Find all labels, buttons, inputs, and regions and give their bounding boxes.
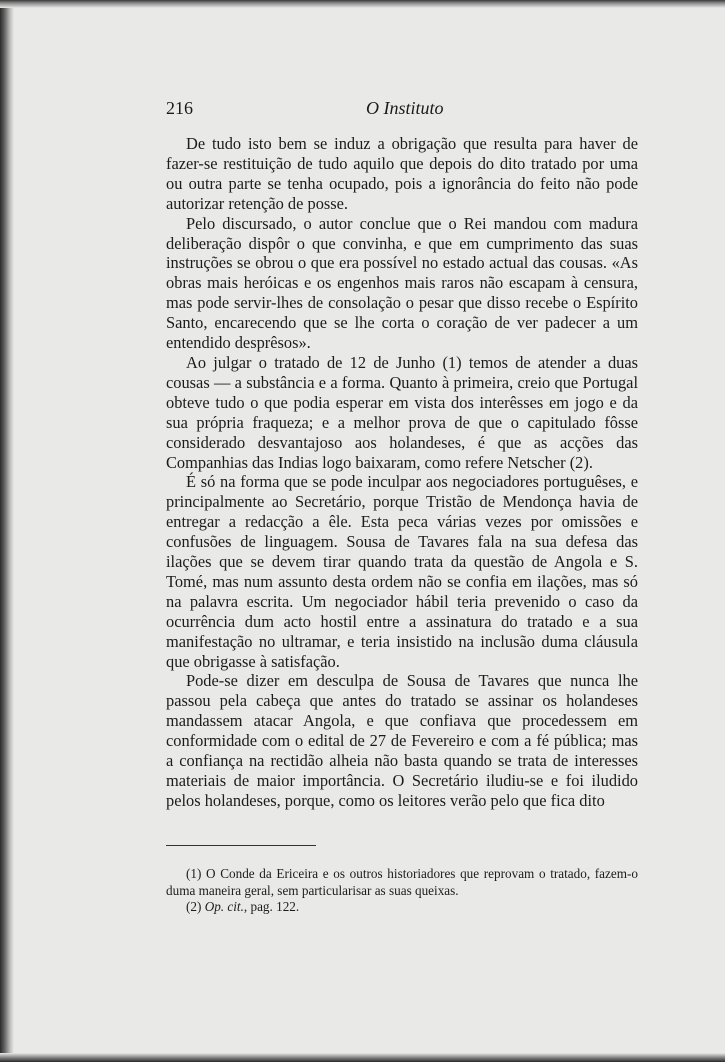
paragraph: De tudo isto bem se induz a obrigação que resulta para haver de fazer-se restituição de tudo aquilo que depois do dito tratado por uma ou outra parte se tenha ocupado, pois a ignorância do feito não pode autorizar retenção de posse. bbox=[166, 134, 638, 213]
paragraph: Pode-se dizer em desculpa de Sousa de Tavares que nunca lhe passou pela cabeça que antes do tratado se assinar os holandeses mandassem atacar Angola, e que confiava que procedessem em conformidade com o edital de 27 de Fevereiro e com a fé pública; mas a confiança na rectidão alheia não basta quando se trata de interesses materiais de maior importância. O Secretário iludiu-se e foi iludido pelos holandeses, porque, como os leitores verão pelo que fica dito bbox=[166, 671, 638, 810]
body-text bbox=[166, 134, 638, 811]
running-header bbox=[166, 98, 638, 122]
page-number: 216 bbox=[166, 98, 193, 118]
footnote-2-citation: Op. cit. bbox=[204, 899, 244, 914]
page-edge-shadow-left bbox=[0, 0, 14, 1062]
footnote-2-prefix: (2) bbox=[186, 899, 205, 914]
footnote-2-suffix: , pag. 122. bbox=[243, 899, 300, 914]
paragraph: Ao julgar o tratado de 12 de Junho (1) temos de atender a duas cousas — a substância e a forma. Quanto à primeira, creio que Portugal obteve tudo o que podia esperar em vista dos interêsses em jogo e da sua própria fraqueza; e a melhor prova de que o capitulado fôsse considerado desvantajoso aos holandeses, é que as acções das Companhias das Indias logo baixaram, como refere Netscher (2). bbox=[166, 352, 638, 472]
footnote-separator bbox=[166, 845, 316, 846]
running-title: O Instituto bbox=[366, 98, 444, 118]
footnote-2 bbox=[166, 899, 638, 916]
paragraph: Pelo discursado, o autor conclue que o Rei mandou com madura deliberação dispôr o que convinha, e que em cumprimento das suas instruções se obrou o que era possível no estado actual das cousas. «As obras mais heróicas e os engenhos mais raros não escapam à censura, mas pode servir-lhes de consolação o pesar que disso recebe o Espírito Santo, encarecendo que se lhe corta o coração de ver padecer a um entendido desprêsos». bbox=[166, 213, 638, 353]
page-edge-shadow-bottom bbox=[0, 1053, 725, 1062]
page-edge-shadow-top bbox=[0, 0, 725, 8]
footnote-1: (1) O Conde da Ericeira e os outros historiadores que reprovam o tratado, fazem-o duma maneira geral, sem particularisar as suas queixas. bbox=[166, 866, 638, 898]
paragraph: É só na forma que se pode inculpar aos negociadores portuguêses, e principalmente ao Secretário, porque Tristão de Mendonça havia de entregar a redacção a êle. Esta peca várias vezes por omissões e confusões de linguagem. Sousa de Tavares fala na sua defesa das ilações que se devem tirar quando trata da questão de Angola e S. Tomé, mas num assunto desta ordem não se confia em ilações, mas só na palavra escrita. Um negociador hábil teria prevenido o caso da ocurrência dum acto hostil entre a assinatura do tratado e a sua manifestação no ultramar, e teria insistido na inclusão duma cláusula que obrigasse à satisfação. bbox=[166, 472, 638, 671]
footnotes bbox=[166, 866, 638, 916]
